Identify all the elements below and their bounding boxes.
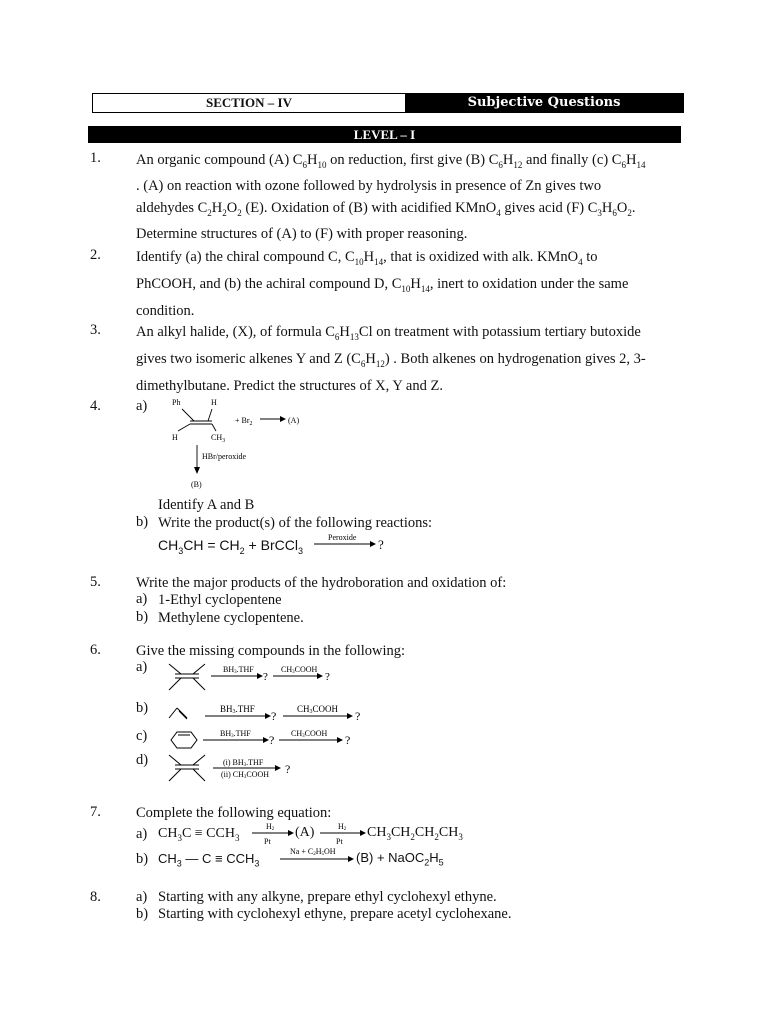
q4-h1-label: H — [211, 398, 217, 407]
q8-a-text: Starting with any alkyne, prepare ethyl cyclohexyl ethyne. — [158, 889, 497, 905]
svg-text:Peroxide: Peroxide — [328, 533, 357, 542]
svg-text:?: ? — [271, 709, 277, 723]
q7-b-reactant: $CH_3$ — $C \equiv CCH_3$ — [158, 851, 260, 869]
q7-number: 7. — [90, 804, 101, 820]
svg-text:Pt: Pt — [336, 837, 343, 846]
q4-arrow-b-head — [194, 467, 200, 474]
svg-text:H2: H2 — [266, 822, 275, 832]
q7-a-reactant: $CH_3C \equiv CCH_3$ — [158, 826, 240, 843]
q4-ch3-label: $CH_3$ — [211, 433, 226, 444]
svg-text:(i) BH3.THF: (i) BH3.THF — [223, 758, 264, 768]
q4-number: 4. — [90, 398, 101, 414]
q7-a-final: $CH_3CH_2CH_2CH_3$ — [367, 825, 463, 842]
svg-text:Na + C2H5OH: Na + C2H5OH — [290, 847, 336, 857]
q4-b-text: Write the product(s) of the following reactions: — [158, 515, 433, 531]
q4-hbr-label: HBr/peroxide — [202, 452, 246, 461]
q7-a-arrow1 — [250, 820, 300, 848]
q6-d-label: d) — [136, 752, 149, 768]
q6-d-structure — [165, 752, 365, 786]
svg-text:BH3.THF: BH3.THF — [223, 665, 254, 675]
q5-b-text: Methylene cyclopentene. — [158, 610, 304, 626]
q3-text: An alkyl halide, (X), of formula $C_6H_{13}Cl$ on treatment with potassium tertiary butoxide gives two isomeric alkenes Y and Z $(C_6H_{12})$ . Both alkenes on hydrogenation gives 2, 3- dimethylbutane. Predict the structures of X, Y and Z. — [136, 324, 646, 394]
q1-text: An organic compound (A) $C_6H_{10}$ on reduction, first give (B) $C_6H_{12}$ and finally (c) $C_6H_{14}$ . (A) on reaction with ozone followed by hydrolysis in presence of Zn gives two aldehydes $C_2H_2O_2$ (E). Oxidation of (B) with acidified KMnO$_4$ gives acid (F) $C_3H_6O_2$. Determine structures of (A) to (F) with proper reasoning. — [136, 152, 646, 243]
q8-number: 8. — [90, 889, 101, 905]
q7-b-product: $(B) + NaOC_2H_5$ — [356, 850, 444, 868]
svg-text:?: ? — [263, 671, 268, 683]
q6-number: 6. — [90, 642, 101, 658]
q4-bond — [208, 409, 212, 421]
svg-text:CH3COOH: CH3COOH — [297, 704, 339, 715]
svg-text:(ii) CH3COOH: (ii) CH3COOH — [221, 770, 270, 780]
level-banner: LEVEL – I — [88, 126, 681, 143]
svg-text:BH3.THF: BH3.THF — [220, 704, 255, 715]
subjective-title: Subjective Questions — [405, 94, 683, 112]
svg-text:?: ? — [269, 733, 275, 747]
svg-text:?: ? — [325, 671, 330, 683]
q4-h2-label: H — [172, 433, 178, 442]
svg-text:?: ? — [355, 709, 361, 723]
q8-b-text: Starting with cyclohexyl ethyne, prepare acetyl cyclohexane. — [158, 906, 512, 922]
q4-bond — [182, 409, 194, 421]
q4-product-b: (B) — [191, 480, 202, 489]
q4-ph-label: Ph — [172, 398, 181, 407]
q4-alkene-structure — [160, 395, 320, 495]
q4-peroxide-arrow — [312, 530, 392, 552]
q6-c-label: c) — [136, 728, 148, 744]
section-title: SECTION – IV — [206, 95, 292, 110]
q4-b-equation: $CH_3CH = CH_2$ + BrCCl$_3$ — [158, 537, 303, 556]
q2-text: Identify (a) the chiral compound C, $C_{10}H_{14}$, that is oxidized with alk. KMnO$_4$ to PhCOOH, and (b) the achiral compound D, $C_{10}H_{14}$, inert to oxidation under the same condition. — [136, 249, 629, 319]
q3-number: 3. — [90, 322, 101, 338]
q7-b-arrow — [278, 845, 358, 867]
section-header — [92, 93, 684, 113]
q2-number: 2. — [90, 247, 101, 263]
svg-text:BH3.THF: BH3.THF — [220, 729, 251, 739]
q4-bond — [212, 424, 216, 431]
q4-identify: Identify A and B — [158, 497, 255, 513]
q5-b-label: b) — [136, 609, 149, 625]
q4-product-a: (A) — [288, 416, 300, 425]
svg-text:CH3COOH: CH3COOH — [281, 665, 318, 675]
q4-b-label: b) — [136, 514, 149, 530]
q6-text: Give the missing compounds in the following: — [136, 643, 406, 659]
q6-c-structure — [165, 728, 365, 752]
q1-number: 1. — [90, 150, 101, 166]
svg-text:CH3COOH: CH3COOH — [291, 729, 328, 739]
q7-a-product-a: (A) — [295, 825, 315, 840]
q5-a-text: 1-Ethyl cyclopentene — [158, 592, 282, 608]
q6-a-label: a) — [136, 659, 148, 675]
q8-a-label: a) — [136, 889, 148, 905]
q6-b-structure — [165, 702, 375, 726]
svg-text:?: ? — [285, 762, 291, 776]
svg-text:?: ? — [345, 733, 351, 747]
q8-b-label: b) — [136, 906, 149, 922]
q6-b-label: b) — [136, 700, 149, 716]
q6-a-structure — [165, 662, 365, 694]
q7-a-arrow2 — [318, 820, 368, 848]
q4-br2-label: + $Br_2$ — [235, 416, 253, 427]
svg-text:?: ? — [378, 537, 384, 552]
svg-text:H2: H2 — [338, 822, 347, 832]
q7-b-label: b) — [136, 851, 149, 867]
q4-arrow-a-head — [280, 416, 286, 422]
q7-a-label: a) — [136, 826, 148, 842]
q7-text: Complete the following equation: — [136, 805, 332, 821]
svg-text:Pt: Pt — [264, 837, 271, 846]
q4-a-label: a) — [136, 398, 148, 414]
q5-a-label: a) — [136, 591, 148, 607]
q5-number: 5. — [90, 574, 101, 590]
q5-text: Write the major products of the hydroboration and oxidation of: — [136, 575, 507, 591]
q4-bond — [178, 424, 190, 431]
